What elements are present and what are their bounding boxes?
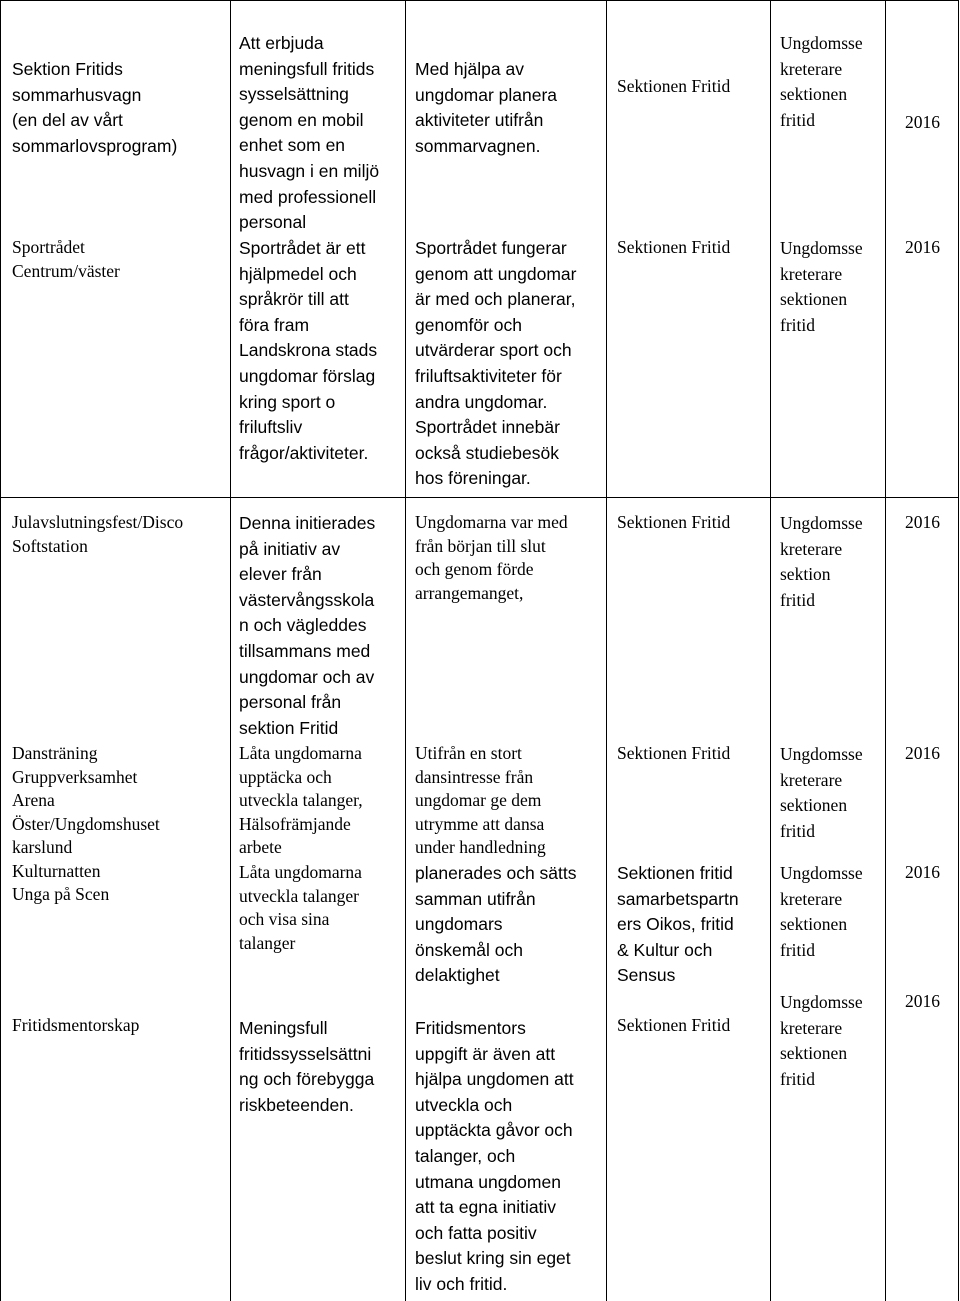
activity-cell-julavslutning: Julavslutningsfest/Disco Softstation: [12, 512, 184, 556]
purpose-cell-julavslutning: Denna initierades på initiativ av elever från västervångsskola n och vägleddes tillsammans med ungdomar och av personal från sektion Fritid: [239, 513, 376, 738]
purpose-cell-dans-a: Låta ungdomarna upptäcka och utveckla talanger, Hälsofrämjande arbete: [239, 743, 363, 857]
purpose-cell-sportradet: Sportrådet är ett hjälpmedel och språkrör till att föra fram Landskrona stads ungdomar förslag kring sport o friluftsliv frågor/aktiviteter.: [239, 238, 378, 463]
activity-cell-dans: Dansträning Gruppverksamhet Arena Öster/Ungdomshuset karslund Kulturnatten Unga på Scen: [12, 743, 160, 904]
table-border-left: [0, 0, 1, 1301]
responsible-cell-sportradet: Ungdomsse kreterare sektionen fritid: [780, 238, 863, 335]
responsible-cell-mentorskap: Ungdomsse kreterare sektionen fritid: [780, 992, 863, 1089]
purpose-cell-sommarhusvagn: Att erbjuda meningsfull fritids sysselsättning genom en mobil enhet som en husvagn i en miljö med professionell personal: [239, 33, 380, 233]
activity-cell-mentorskap: Fritidsmentorskap: [12, 1015, 140, 1035]
row-divider: [0, 497, 959, 498]
activity-cell-sportradet: Sportrådet Centrum/väster: [12, 237, 120, 281]
involvement-cell-mentorskap: Fritidsmentors uppgift är även att hjälpa ungdomen att utveckla och upptäckta gåvor och talanger, och utmana ungdomen att ta egna initiativ och fatta positiv beslut kring sin eget liv och fritid.: [415, 1018, 574, 1294]
organizer-cell-sportradet: Sektionen Fritid: [617, 237, 731, 257]
year-cell-mentorskap: 2016: [905, 991, 940, 1011]
column-divider-2: [405, 0, 406, 1301]
column-divider-5: [885, 0, 886, 1301]
organizer-cell-dans-b: Sektionen fritid samarbetspartn ers Oikos, fritid & Kultur och Sensus: [617, 863, 739, 986]
table-border-top: [0, 0, 959, 1]
responsible-cell-dans-a: Ungdomsse kreterare sektionen fritid: [780, 744, 863, 841]
purpose-cell-dans-b: Låta ungdomarna utveckla talanger och visa sina talanger: [239, 862, 362, 953]
responsible-cell-julavslutning: Ungdomsse kreterare sektion fritid: [780, 513, 863, 610]
organizer-cell-mentorskap: Sektionen Fritid: [617, 1015, 731, 1035]
column-divider-1: [230, 0, 231, 1301]
year-cell-sportradet: 2016: [905, 237, 940, 257]
involvement-cell-dans-b: planerades och sätts samman utifrån ungdomars önskemål och delaktighet: [415, 863, 577, 986]
year-cell-julavslutning: 2016: [905, 512, 940, 532]
involvement-cell-julavslutning: Ungdomarna var med från början till slut och genom förde arrangemanget,: [415, 512, 568, 603]
activity-cell-sommarhusvagn: Sektion Fritids sommarhusvagn (en del av vårt sommarlovsprogram): [12, 59, 178, 156]
involvement-cell-sportradet: Sportrådet fungerar genom att ungdomar är med och planerar, genomför och utvärderar sport och friluftsaktiviteter för andra ungdomar. Sportrådet innebär också studiebesök hos föreningar.: [415, 238, 577, 489]
year-cell-dans-a: 2016: [905, 743, 940, 763]
table-border-right: [958, 0, 959, 1301]
year-cell-dans-b: 2016: [905, 862, 940, 882]
purpose-cell-mentorskap: Meningsfull fritidssysselsättni ng och förebygga riskbeteenden.: [239, 1018, 375, 1115]
organizer-cell-dans-a: Sektionen Fritid: [617, 743, 731, 763]
organizer-cell-sommarhusvagn: Sektionen Fritid: [617, 76, 731, 96]
responsible-cell-sommarhusvagn: Ungdomsse kreterare sektionen fritid: [780, 33, 863, 130]
responsible-cell-dans-b: Ungdomsse kreterare sektionen fritid: [780, 863, 863, 960]
organizer-cell-julavslutning: Sektionen Fritid: [617, 512, 731, 532]
involvement-cell-sommarhusvagn: Med hjälpa av ungdomar planera aktiviteter utifrån sommarvagnen.: [415, 59, 558, 156]
year-cell-sommarhusvagn: 2016: [905, 112, 940, 132]
involvement-cell-dans-a: Utifrån en stort dansintresse från ungdomar ge dem utrymme att dansa under handledning: [415, 743, 546, 857]
column-divider-4: [770, 0, 771, 1301]
column-divider-3: [606, 0, 607, 1301]
